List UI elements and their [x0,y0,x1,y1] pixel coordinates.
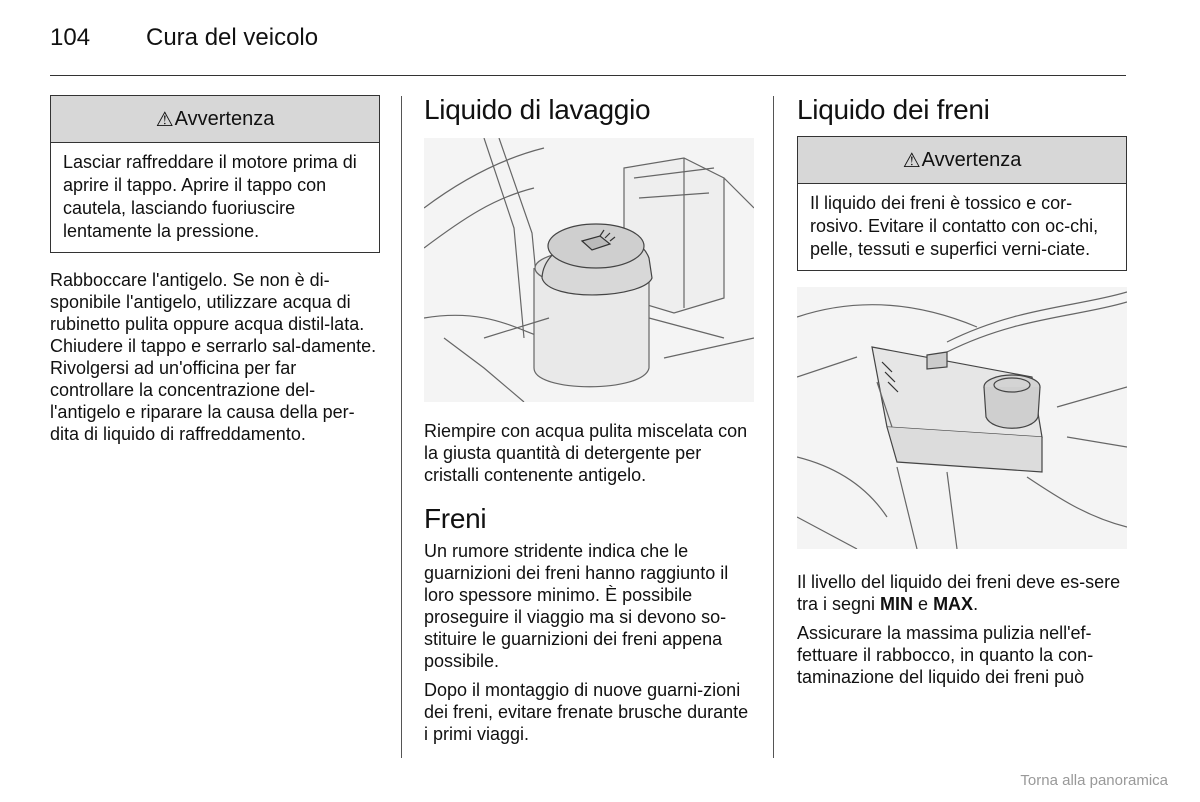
section-heading: Liquido di lavaggio [424,94,651,125]
warning-header [51,96,379,143]
page-number: 104 [50,24,91,51]
min-mark-label: MIN [880,594,914,614]
brake-pads-paragraph: Un rumore stridente indica che le guarnizioni dei freni hanno raggiunto il loro spessore minimo. È possibile proseguire il viaggio ma si devono so-stituire le guarnizioni dei freni appena possibile. [424,541,729,671]
washer-fluid-paragraph: Riempire con acqua pulita miscelata con la giusta quantità di detergente per cristalli contenente antigelo. [424,421,748,485]
section-heading: Liquido dei freni [797,94,990,125]
column-divider [401,96,402,758]
brake-pads-paragraph-2: Dopo il montaggio di nuove guarni-zioni dei freni, evitare frenate brusche durante i primi viaggi. [424,680,749,744]
warning-text: Lasciar raffreddare il motore prima di aprire il tappo. Aprire il tappo con cautela, lasciando fuoriuscire lentamente la pressione. [63,152,357,241]
washer-reservoir-illustration [424,138,754,402]
back-to-overview-link[interactable]: Torna alla panoramica [1020,772,1168,789]
warning-title: Avvertenza [921,148,1022,171]
brake-reservoir-illustration [797,287,1127,549]
cleanliness-paragraph: Assicurare la massima pulizia nell'ef-fettuare il rabbocco, in quanto la con-taminazione del liquido dei freni può [797,623,1094,687]
warning-text: Il liquido dei freni è tossico e cor-rosivo. Evitare il contatto con oc-chi, pelle, tessuti e superfici verni-ciate. [810,193,1099,259]
period: . [973,594,979,614]
column-divider [773,96,774,758]
column-3 [797,92,1127,688]
warning-header [798,137,1126,184]
section-heading: Freni [424,503,487,534]
max-mark-label: MAX [933,594,974,614]
section-title: Cura del veicolo [146,24,319,51]
brake-level-paragraph [797,571,1127,615]
warning-triangle-icon: ⚠ [902,149,921,172]
warning-triangle-icon: ⚠ [155,108,174,131]
header-rule [50,75,1126,76]
column-2 [424,92,754,745]
antifreeze-paragraph: Rabboccare l'antigelo. Se non è di-sponibile l'antigelo, utilizzare acqua di rubinetto pulita oppure acqua distil-lata. Chiudere il tappo e serrarlo sal-damente. Rivolgersi ad un'officina per far controllare la concentrazione del-l'antigelo e riparare la causa della per-dita di liquido di raffreddamento. [50,270,377,444]
column-1 [50,92,380,445]
warning-title: Avvertenza [174,107,275,130]
warning-box [797,136,1127,271]
brake-level-text: Il livello del liquido dei freni deve es-sere tra i segni [797,572,1121,614]
conjunction: e [913,594,934,614]
warning-box [50,95,380,253]
